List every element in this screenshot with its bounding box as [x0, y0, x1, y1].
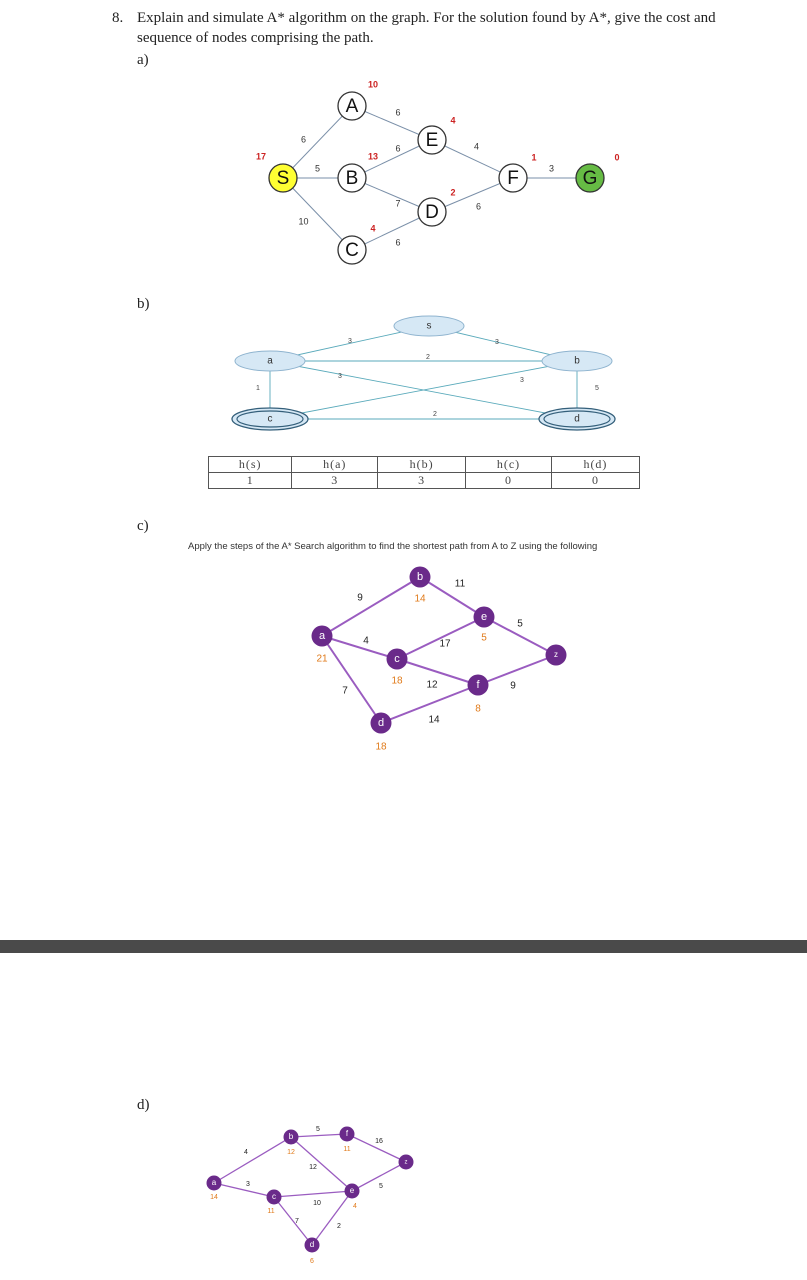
part-d-label: d)	[137, 1097, 150, 1113]
heuristic-table-header-row	[209, 457, 640, 473]
heuristic-header-1: h(a)	[292, 457, 378, 473]
heuristic-b: 14	[414, 593, 426, 605]
edge-weight-S-A: 6	[300, 134, 307, 145]
edge-weight-f-z: 16	[375, 1137, 383, 1145]
heuristic-b: 12	[287, 1148, 295, 1156]
part-c-label: c)	[137, 518, 149, 534]
edge-weight-c-d: 7	[295, 1217, 299, 1225]
edge-weight-F-G: 3	[548, 163, 555, 174]
node-label-a: a	[318, 629, 326, 642]
node-label-c: c	[394, 652, 400, 665]
edge-weight-a-b: 9	[357, 592, 363, 604]
heuristic-table-value-row	[209, 473, 640, 489]
node-label-c: c	[267, 413, 273, 425]
edge-weight-c-f: 12	[426, 679, 438, 691]
graph-a	[0, 0, 807, 290]
graph-c	[0, 555, 807, 770]
heuristic-c: 18	[391, 675, 403, 687]
node-label-z: z	[554, 650, 558, 660]
node-label-d: d	[309, 1240, 315, 1250]
edge-weight-b-d: 5	[595, 384, 599, 392]
edge-weight-a-c: 1	[256, 384, 260, 392]
node-label-b: b	[574, 355, 580, 367]
edge-weight-D-F: 6	[475, 201, 482, 212]
heuristic-e: 4	[353, 1202, 357, 1210]
edge-weight-e-z: 5	[379, 1182, 383, 1190]
heuristic-header-4: h(d)	[551, 457, 639, 473]
part-a-label: a)	[137, 52, 149, 68]
edge-weight-b-c: 3	[520, 376, 524, 384]
heuristic-a: 14	[210, 1193, 218, 1201]
heuristic-header-3: h(c)	[466, 457, 552, 473]
node-label-S: S	[276, 168, 290, 190]
edge-weight-S-C: 10	[298, 216, 309, 227]
node-label-f: f	[345, 1129, 349, 1139]
node-label-e: e	[480, 610, 488, 623]
edge-weight-a-d: 3	[338, 372, 342, 380]
node-label-d: d	[574, 413, 580, 425]
heuristic-G: 0	[614, 152, 620, 163]
edge-weight-S-B: 5	[314, 163, 321, 174]
node-label-z: z	[404, 1159, 408, 1166]
edge-a-b	[322, 577, 420, 636]
node-label-D: D	[425, 202, 439, 224]
heuristic-value-2: 3	[378, 473, 466, 489]
heuristic-header-0: h(s)	[209, 457, 292, 473]
question-text: Explain and simulate A* algorithm on the graph. For the solution found by A*, give the cost and sequence of nodes comprising the path.	[137, 10, 716, 46]
node-label-f: f	[476, 678, 480, 691]
edge-weight-a-c: 3	[246, 1180, 250, 1188]
heuristic-C: 4	[370, 223, 376, 234]
heuristic-value-4: 0	[551, 473, 639, 489]
edge-weight-s-a: 3	[348, 337, 352, 345]
heuristic-F: 1	[531, 152, 537, 163]
graph-b	[0, 300, 807, 450]
part-b-label: b)	[137, 296, 150, 312]
heuristic-value-3: 0	[466, 473, 552, 489]
edge-weight-C-D: 6	[395, 237, 401, 248]
heuristic-table	[208, 456, 640, 489]
node-label-F: F	[507, 168, 519, 190]
node-label-a: a	[211, 1178, 217, 1188]
edge-weight-a-b: 2	[426, 353, 430, 361]
heuristic-value-1: 3	[292, 473, 378, 489]
heuristic-value-0: 1	[209, 473, 292, 489]
edge-weight-B-E: 6	[395, 143, 401, 154]
node-label-b: b	[416, 570, 424, 583]
edge-f-z	[478, 655, 556, 685]
heuristic-d: 6	[310, 1257, 314, 1265]
edge-a-c	[214, 1180, 274, 1197]
node-label-G: G	[582, 168, 598, 190]
edge-weight-E-F: 4	[473, 141, 480, 152]
edge-a-b	[214, 1137, 291, 1183]
node-label-s: s	[426, 320, 432, 332]
heuristic-B: 13	[367, 151, 379, 162]
graph-d	[0, 1115, 807, 1275]
heuristic-A: 10	[367, 79, 379, 90]
node-label-E: E	[425, 130, 439, 152]
edge-c-d	[274, 1197, 312, 1245]
heuristic-D: 2	[450, 187, 456, 198]
heuristic-c: 11	[267, 1207, 275, 1215]
heuristic-e: 5	[481, 632, 487, 644]
heuristic-S: 17	[255, 151, 267, 162]
heuristic-header-2: h(b)	[378, 457, 466, 473]
heuristic-a: 21	[316, 653, 328, 665]
edge-weight-c-e: 17	[439, 638, 451, 650]
edge-weight-b-e: 12	[309, 1163, 317, 1171]
edge-weight-A-E: 6	[395, 107, 401, 118]
node-label-C: C	[345, 240, 359, 262]
heuristic-f: 11	[343, 1145, 351, 1153]
edge-weight-d-e: 2	[337, 1222, 341, 1230]
edge-weight-a-d: 7	[342, 685, 348, 697]
edge-weight-s-b: 3	[495, 338, 499, 346]
edge-weight-c-d: 2	[433, 410, 437, 418]
question-number: 8.	[112, 10, 124, 26]
edge-a-c	[322, 636, 397, 659]
node-label-c: c	[272, 1192, 276, 1202]
edge-weight-a-c: 4	[363, 635, 369, 647]
heuristic-d: 18	[375, 741, 387, 753]
edge-weight-c-e: 10	[313, 1199, 321, 1207]
edge-a-d	[322, 636, 381, 723]
edge-weight-e-z: 5	[517, 618, 523, 630]
edge-weight-b-e: 11	[454, 578, 466, 590]
edge-weight-f-z: 9	[510, 680, 516, 692]
edge-S-C	[283, 178, 352, 250]
edge-weight-b-f: 5	[316, 1125, 320, 1133]
node-label-B: B	[345, 168, 359, 190]
graph-c-caption: Apply the steps of the A* Search algorithm to find the shortest path from A to Z using the following	[188, 541, 598, 552]
edge-b-f	[291, 1134, 347, 1137]
node-label-e: e	[349, 1186, 355, 1196]
edge-weight-d-f: 14	[428, 714, 440, 726]
edge-b-e	[420, 577, 484, 617]
edge-c-e	[274, 1191, 352, 1197]
node-label-A: A	[345, 96, 359, 118]
edge-weight-a-b: 4	[244, 1148, 248, 1156]
heuristic-E: 4	[450, 115, 456, 126]
edge-weight-B-D: 7	[395, 198, 401, 209]
node-label-a: a	[267, 355, 273, 367]
heuristic-f: 8	[475, 703, 481, 715]
node-label-b: b	[288, 1132, 294, 1142]
node-label-d: d	[377, 716, 385, 729]
page-divider	[0, 940, 807, 953]
